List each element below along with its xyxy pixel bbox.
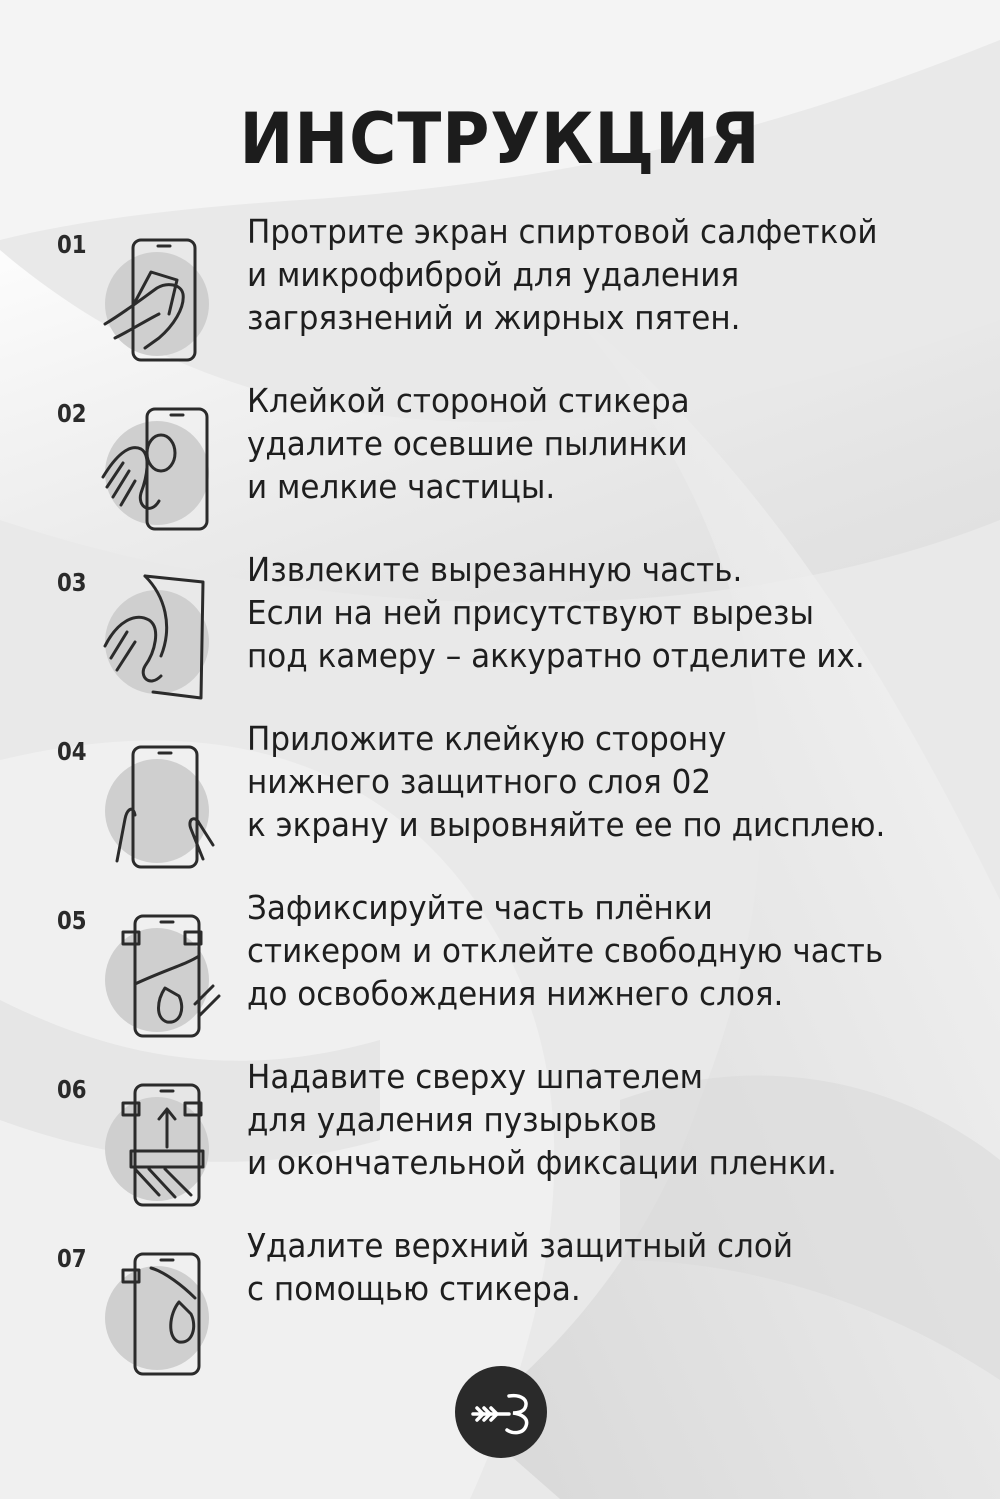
step-text [247, 548, 865, 677]
step-text-line: загрязнений и жирных пятен. [247, 298, 741, 337]
step-text-line: Надавите сверху шпателем [247, 1057, 704, 1096]
step-text-line: к экрану и выровняйте ее по дисплею. [247, 805, 886, 844]
brand-logo [453, 1364, 549, 1460]
step-text-line: и микрофиброй для удаления [247, 255, 740, 294]
step-text-line: Клейкой стороной стикера [247, 381, 690, 420]
step-text [247, 210, 877, 339]
step-text [247, 379, 690, 508]
fix-film-sticker-icon [95, 904, 225, 1044]
sticker-dust-icon [95, 397, 225, 537]
step-number: 06 [57, 1075, 87, 1104]
step-text-line: Протрите экран спиртовой салфеткой [247, 212, 878, 251]
apply-film-icon [95, 735, 225, 875]
instruction-step [0, 381, 1000, 567]
step-number: 05 [57, 906, 87, 935]
step-number: 03 [57, 568, 87, 597]
step-text-line: с помощью стикера. [247, 1269, 581, 1308]
peel-cutout-icon [95, 566, 225, 706]
instruction-step [0, 719, 1000, 905]
instruction-step [0, 1057, 1000, 1243]
step-text-line: и окончательной фиксации пленки. [247, 1143, 837, 1182]
step-text-line: Удалите верхний защитный слой [247, 1226, 794, 1265]
step-number: 02 [57, 399, 87, 428]
step-number: 07 [57, 1244, 87, 1273]
step-text [247, 717, 885, 846]
instruction-step [0, 888, 1000, 1074]
step-text-line: под камеру – аккуратно отделите их. [247, 636, 865, 675]
remove-top-layer-icon [95, 1242, 225, 1382]
instruction-step [0, 212, 1000, 398]
step-text [247, 886, 883, 1015]
step-text-line: стикером и отклейте свободную часть [247, 931, 884, 970]
step-text-line: Зафиксируйте часть плёнки [247, 888, 713, 927]
step-text-line: Приложите клейкую сторону [247, 719, 727, 758]
page-title: ИНСТРУКЦИЯ [239, 98, 761, 180]
step-text-line: до освобождения нижнего слоя. [247, 974, 784, 1013]
wipe-screen-icon [95, 228, 225, 368]
step-text [247, 1055, 837, 1184]
squeegee-press-icon [95, 1073, 225, 1213]
step-text-line: удалите осевшие пылинки [247, 424, 688, 463]
step-number: 04 [57, 737, 87, 766]
step-text-line: Если на ней присутствуют вырезы [247, 593, 814, 632]
step-text [247, 1224, 793, 1310]
step-number: 01 [57, 230, 87, 259]
step-text-line: для удаления пузырьков [247, 1100, 658, 1139]
step-text-line: нижнего защитного слоя 02 [247, 762, 712, 801]
instruction-step [0, 550, 1000, 736]
step-text-line: и мелкие частицы. [247, 467, 556, 506]
step-text-line: Извлеките вырезанную часть. [247, 550, 743, 589]
